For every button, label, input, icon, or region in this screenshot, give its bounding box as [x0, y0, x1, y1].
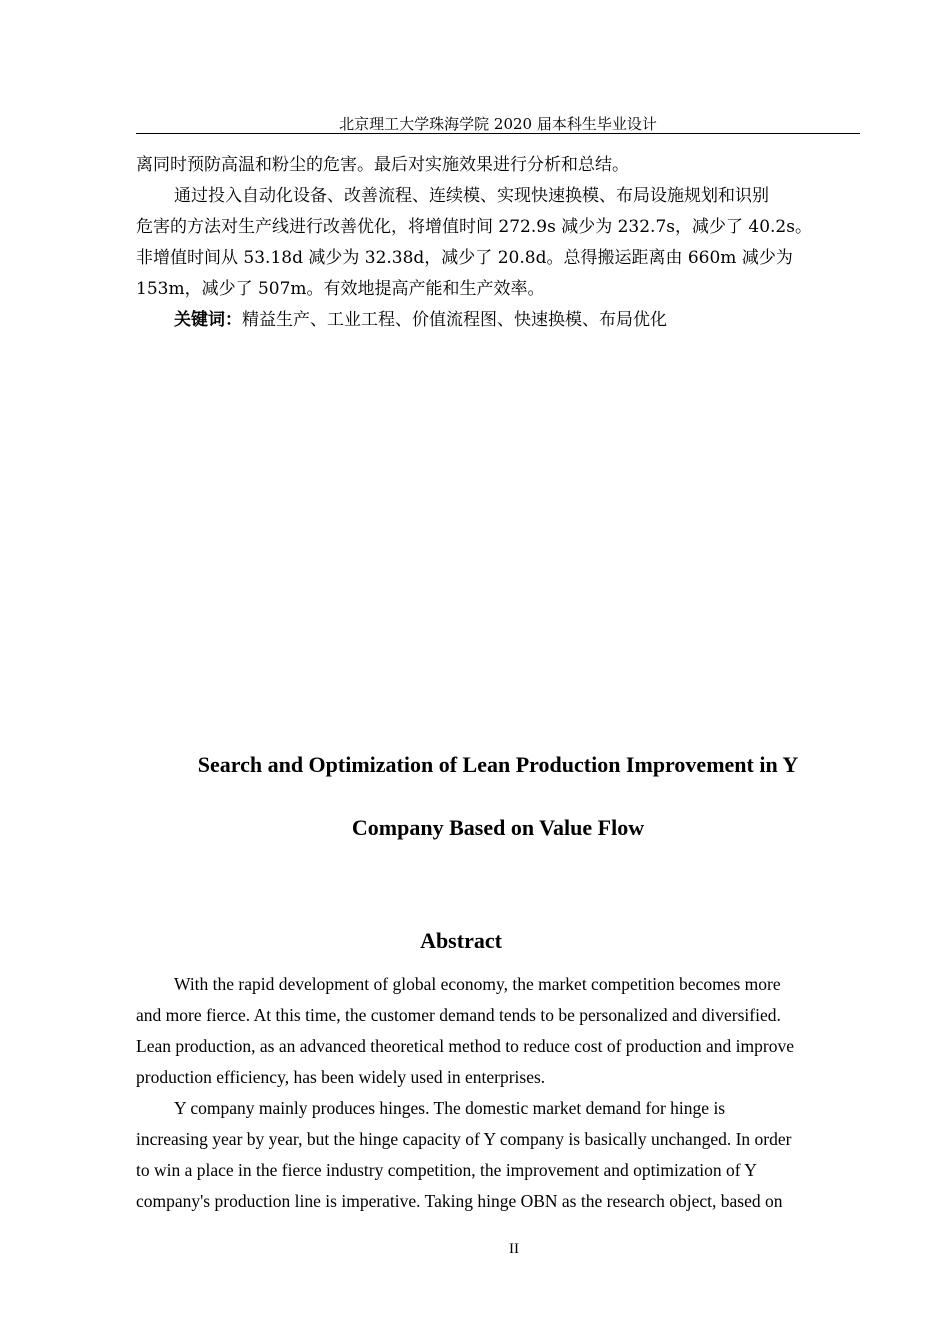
page-header: 北京理工大学珠海学院 2020 届本科生毕业设计 [339, 115, 657, 133]
english-abstract-body [136, 969, 860, 1217]
english-title-line-2: Company Based on Value Flow [351, 815, 645, 840]
keywords-label: 关键词： [174, 310, 242, 330]
en-line: Lean production, as an advanced theoretical method to reduce cost of production and improve [136, 1036, 794, 1056]
en-line: production efficiency, has been widely used in enterprises. [136, 1067, 546, 1087]
header-rule [136, 133, 860, 134]
cn-keywords [136, 305, 860, 336]
chinese-abstract [136, 150, 860, 336]
keywords-list: 精益生产、工业工程、价值流程图、快速换模、布局优化 [242, 310, 667, 330]
cn-line: 153m，减少了 507m。有效地提高产能和生产效率。 [136, 279, 545, 299]
en-line: Y company mainly produces hinges. The domestic market demand for hinge is [174, 1098, 726, 1118]
cn-line: 非增值时间从 53.18d 减少为 32.38d，减少了 20.8d。总得搬运距离由 660m 减少为 [136, 248, 793, 268]
en-paragraph-1 [136, 969, 860, 1093]
cn-paragraph-continued [136, 150, 860, 181]
en-line: increasing year by year, but the hinge capacity of Y company is basically unchanged. In order [136, 1129, 792, 1149]
en-line: and more fierce. At this time, the customer demand tends to be personalized and diversified. [136, 1005, 781, 1025]
english-title-line-1: Search and Optimization of Lean Production Improvement in Y [197, 752, 799, 777]
en-paragraph-2 [136, 1093, 860, 1217]
en-line: With the rapid development of global economy, the market competition becomes more [174, 974, 781, 994]
en-line: company's production line is imperative. Taking hinge OBN as the research object, based on [136, 1191, 783, 1211]
cn-line: 离同时预防高温和粉尘的危害。最后对实施效果进行分析和总结。 [136, 155, 629, 175]
cn-line: 通过投入自动化设备、改善流程、连续模、实现快速换模、布局设施规划和识别 [174, 186, 769, 206]
en-line: to win a place in the fierce industry competition, the improvement and optimization of Y [136, 1160, 757, 1180]
cn-paragraph-results [136, 181, 860, 305]
cn-line: 危害的方法对生产线进行改善优化，将增值时间 272.9s 减少为 232.7s，减少了 40.2s。 [136, 217, 812, 237]
abstract-heading: Abstract [420, 928, 502, 953]
page-number: II [509, 1241, 519, 1257]
